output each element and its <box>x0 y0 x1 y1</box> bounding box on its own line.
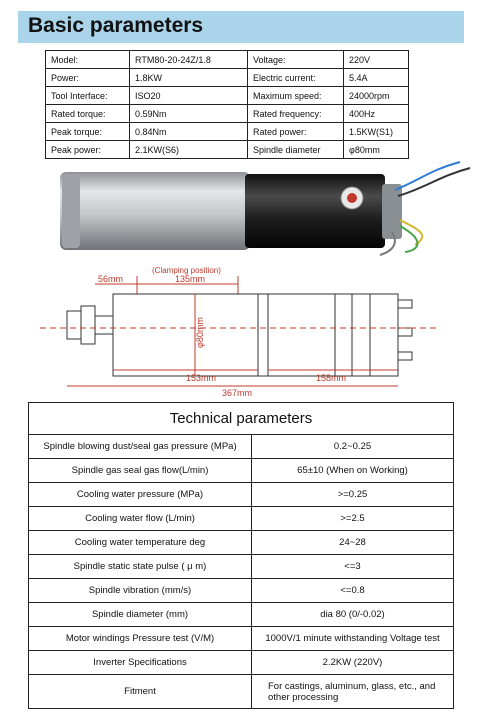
tech-value: <=3 <box>252 555 454 579</box>
dim-158-label: 158mm <box>316 373 347 383</box>
param-label: Tool Interface: <box>46 87 130 105</box>
section-title-banner <box>18 11 464 43</box>
dim-153-label: 153mm <box>186 373 217 383</box>
tech-table-title: Technical parameters <box>29 403 454 435</box>
table-row <box>29 579 454 603</box>
table-row <box>29 459 454 483</box>
brand-label-center <box>347 193 357 203</box>
param-value: ISO20 <box>130 87 248 105</box>
tech-value: For castings, aluminum, glass, etc., and other processing <box>252 675 454 709</box>
table-row <box>29 435 454 459</box>
table-row <box>29 531 454 555</box>
tech-value: 65±10 (When on Working) <box>252 459 454 483</box>
spindle-photo <box>0 160 480 260</box>
tool-holder <box>67 311 81 339</box>
basic-parameters-table <box>45 50 409 159</box>
tool-holder-nut <box>95 316 113 334</box>
front-cap <box>62 174 80 248</box>
tech-value: 1000V/1 minute withstanding Voltage test <box>252 627 454 651</box>
tech-label: Inverter Specifications <box>29 651 252 675</box>
table-row <box>29 483 454 507</box>
tech-value: 0.2~0.25 <box>252 435 454 459</box>
dim-367-label: 367mm <box>222 388 253 398</box>
param-value: 2.1KW(S6) <box>130 141 248 159</box>
table-row <box>29 603 454 627</box>
param-label: Rated torque: <box>46 105 130 123</box>
tech-label: Spindle static state pulse ( μ m) <box>29 555 252 579</box>
param-value: 0.59Nm <box>130 105 248 123</box>
param-value: 0.84Nm <box>130 123 248 141</box>
param-label: Peak torque: <box>46 123 130 141</box>
tech-value: >=0.25 <box>252 483 454 507</box>
param-label: Electric current: <box>248 69 344 87</box>
tech-label: Fitment <box>29 675 252 709</box>
connector-icon <box>398 300 412 308</box>
table-row <box>46 105 409 123</box>
tech-value: 24~28 <box>252 531 454 555</box>
param-value: 220V <box>344 51 409 69</box>
param-value: 400Hz <box>344 105 409 123</box>
param-label: Peak power: <box>46 141 130 159</box>
tech-label: Cooling water temperature deg <box>29 531 252 555</box>
table-row <box>46 51 409 69</box>
clamping-position-label: (Clamping position) <box>152 266 221 275</box>
connector-icon <box>398 328 412 336</box>
param-label: Voltage: <box>248 51 344 69</box>
section-title: Basic parameters <box>28 14 204 37</box>
table-row <box>29 555 454 579</box>
tech-value: >=2.5 <box>252 507 454 531</box>
tech-label: Cooling water flow (L/min) <box>29 507 252 531</box>
param-label: Spindle diameter <box>248 141 344 159</box>
param-value: 5.4A <box>344 69 409 87</box>
table-row <box>46 87 409 105</box>
table-header-row <box>29 403 454 435</box>
dimension-drawing <box>0 262 480 402</box>
silver-housing <box>60 172 250 250</box>
black-motor-body <box>245 174 385 248</box>
table-row <box>29 675 454 709</box>
table-row <box>29 651 454 675</box>
dim-diameter-label: φ80mm <box>195 317 205 348</box>
dim-56-label: 56mm <box>98 274 124 284</box>
param-label: Rated frequency: <box>248 105 344 123</box>
tech-label: Spindle diameter (mm) <box>29 603 252 627</box>
tech-value: 2.2KW (220V) <box>252 651 454 675</box>
rear-fittings <box>382 184 402 239</box>
param-label: Model: <box>46 51 130 69</box>
tech-label: Spindle blowing dust/seal gas pressure (MPa) <box>29 435 252 459</box>
param-value: 1.5KW(S1) <box>344 123 409 141</box>
param-label: Maximum speed: <box>248 87 344 105</box>
table-row <box>29 507 454 531</box>
dim-135-label: 135mm <box>175 274 206 284</box>
param-value: 1.8KW <box>130 69 248 87</box>
tech-label: Spindle gas seal gas flow(L/min) <box>29 459 252 483</box>
table-row <box>46 69 409 87</box>
param-value: RTM80-20-24Z/1.8 <box>130 51 248 69</box>
table-row <box>46 141 409 159</box>
connector-icon <box>398 352 412 360</box>
tech-label: Motor windings Pressure test (V/M) <box>29 627 252 651</box>
tech-value: dia 80 (0/-0.02) <box>252 603 454 627</box>
spindle-outline <box>113 294 398 376</box>
tech-label: Spindle vibration (mm/s) <box>29 579 252 603</box>
tech-label: Cooling water pressure (MPa) <box>29 483 252 507</box>
table-row <box>29 627 454 651</box>
table-row <box>46 123 409 141</box>
tool-holder-flange <box>81 306 95 344</box>
param-value: φ80mm <box>344 141 409 159</box>
param-label: Power: <box>46 69 130 87</box>
param-label: Rated power: <box>248 123 344 141</box>
tech-value: <=0.8 <box>252 579 454 603</box>
param-value: 24000rpm <box>344 87 409 105</box>
technical-parameters-table <box>28 402 454 709</box>
